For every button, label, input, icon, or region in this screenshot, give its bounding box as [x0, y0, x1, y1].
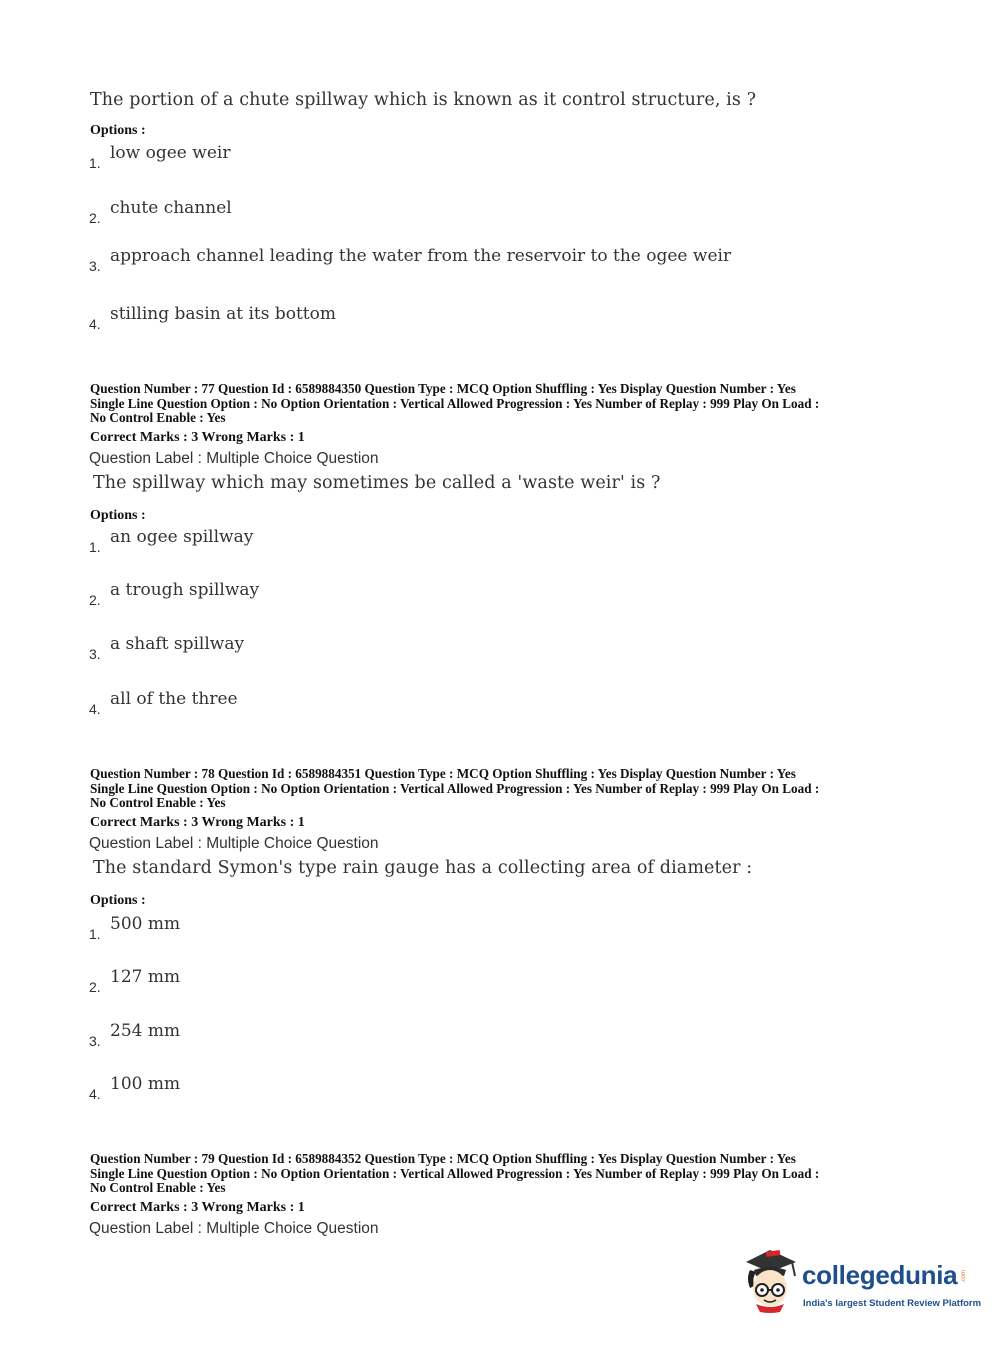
option-number: 4.	[89, 701, 101, 717]
question-77-option-3[interactable]	[89, 634, 789, 664]
option-text: 254 mm	[110, 1021, 181, 1041]
option-text: stilling basin at its bottom	[110, 304, 336, 324]
question-78-meta	[90, 767, 920, 811]
question-77-marks: Correct Marks : 3 Wrong Marks : 1	[90, 430, 305, 445]
option-number: 1.	[89, 539, 101, 555]
question-76-options-label: Options :	[90, 123, 146, 138]
question-78-option-1[interactable]	[89, 914, 789, 944]
option-text: a shaft spillway	[110, 634, 245, 654]
meta-line: Question Number : 78 Question Id : 6589884351 Question Type : MCQ Option Shuffling : Yes Display Question Number : Yes	[90, 766, 796, 781]
question-77-meta	[90, 382, 920, 426]
meta-line: No Control Enable : Yes	[90, 410, 226, 426]
question-76-option-3[interactable]	[89, 246, 789, 276]
brand-com: .com	[961, 1270, 967, 1284]
brand-tagline: India's largest Student Review Platform	[803, 1298, 982, 1309]
meta-line: Single Line Question Option : No Option Orientation : Vertical Allowed Progression : Yes Number of Replay : 999 Play On Load :	[90, 1165, 820, 1181]
question-78-option-4[interactable]	[89, 1074, 789, 1104]
question-77-option-2[interactable]	[89, 580, 789, 610]
option-text: all of the three	[110, 689, 238, 709]
option-number: 4.	[89, 1086, 101, 1102]
option-number: 2.	[89, 592, 101, 608]
meta-line: Question Number : 79 Question Id : 6589884352 Question Type : MCQ Option Shuffling : Yes Display Question Number : Yes	[90, 1151, 796, 1166]
option-text: low ogee weir	[110, 143, 231, 163]
option-text: an ogee spillway	[110, 527, 254, 547]
question-79-meta	[90, 1152, 920, 1196]
question-76-option-2[interactable]	[89, 198, 789, 228]
meta-line: No Control Enable : Yes	[90, 1180, 226, 1196]
option-number: 3.	[89, 258, 101, 274]
meta-line: Single Line Question Option : No Option Orientation : Vertical Allowed Progression : Yes Number of Replay : 999 Play On Load :	[90, 780, 820, 796]
question-77-option-4[interactable]	[89, 689, 789, 719]
option-number: 1.	[89, 926, 101, 942]
option-number: 3.	[89, 1033, 101, 1049]
option-number: 1.	[89, 155, 101, 171]
question-79-marks: Correct Marks : 3 Wrong Marks : 1	[90, 1200, 305, 1215]
question-76-text: The portion of a chute spillway which is known as it control structure, is ?	[90, 90, 757, 110]
option-number: 2.	[89, 210, 101, 226]
brand-name: collegedunia	[802, 1260, 958, 1290]
collegedunia-brand	[740, 1248, 982, 1318]
question-77-label: Question Label : Multiple Choice Question	[89, 450, 379, 467]
question-77-text: The spillway which may sometimes be called a 'waste weir' is ?	[93, 473, 661, 493]
question-77-option-1[interactable]	[89, 527, 789, 557]
question-76-option-4[interactable]	[89, 304, 789, 334]
option-text: a trough spillway	[110, 580, 260, 600]
option-number: 3.	[89, 646, 101, 662]
option-text: 127 mm	[110, 967, 181, 987]
option-text: 100 mm	[110, 1074, 181, 1094]
question-78-option-2[interactable]	[89, 967, 789, 997]
option-text: 500 mm	[110, 914, 181, 934]
question-78-text: The standard Symon's type rain gauge has a collecting area of diameter :	[93, 858, 753, 878]
question-78-options-label: Options :	[90, 893, 146, 908]
option-number: 2.	[89, 979, 101, 995]
meta-line: No Control Enable : Yes	[90, 795, 226, 811]
option-number: 4.	[89, 316, 101, 332]
meta-line: Question Number : 77 Question Id : 6589884350 Question Type : MCQ Option Shuffling : Yes Display Question Number : Yes	[90, 381, 796, 396]
mascot-logo-icon	[740, 1248, 800, 1314]
option-text: approach channel leading the water from the reservoir to the ogee weir	[110, 246, 732, 266]
question-77-options-label: Options :	[90, 508, 146, 523]
question-76-option-1[interactable]	[89, 143, 789, 173]
question-78-marks: Correct Marks : 3 Wrong Marks : 1	[90, 815, 305, 830]
option-text: chute channel	[110, 198, 232, 218]
meta-line: Single Line Question Option : No Option Orientation : Vertical Allowed Progression : Yes Number of Replay : 999 Play On Load :	[90, 395, 820, 411]
question-78-label: Question Label : Multiple Choice Question	[89, 835, 379, 852]
question-79-label: Question Label : Multiple Choice Question	[89, 1220, 379, 1237]
question-78-option-3[interactable]	[89, 1021, 789, 1051]
